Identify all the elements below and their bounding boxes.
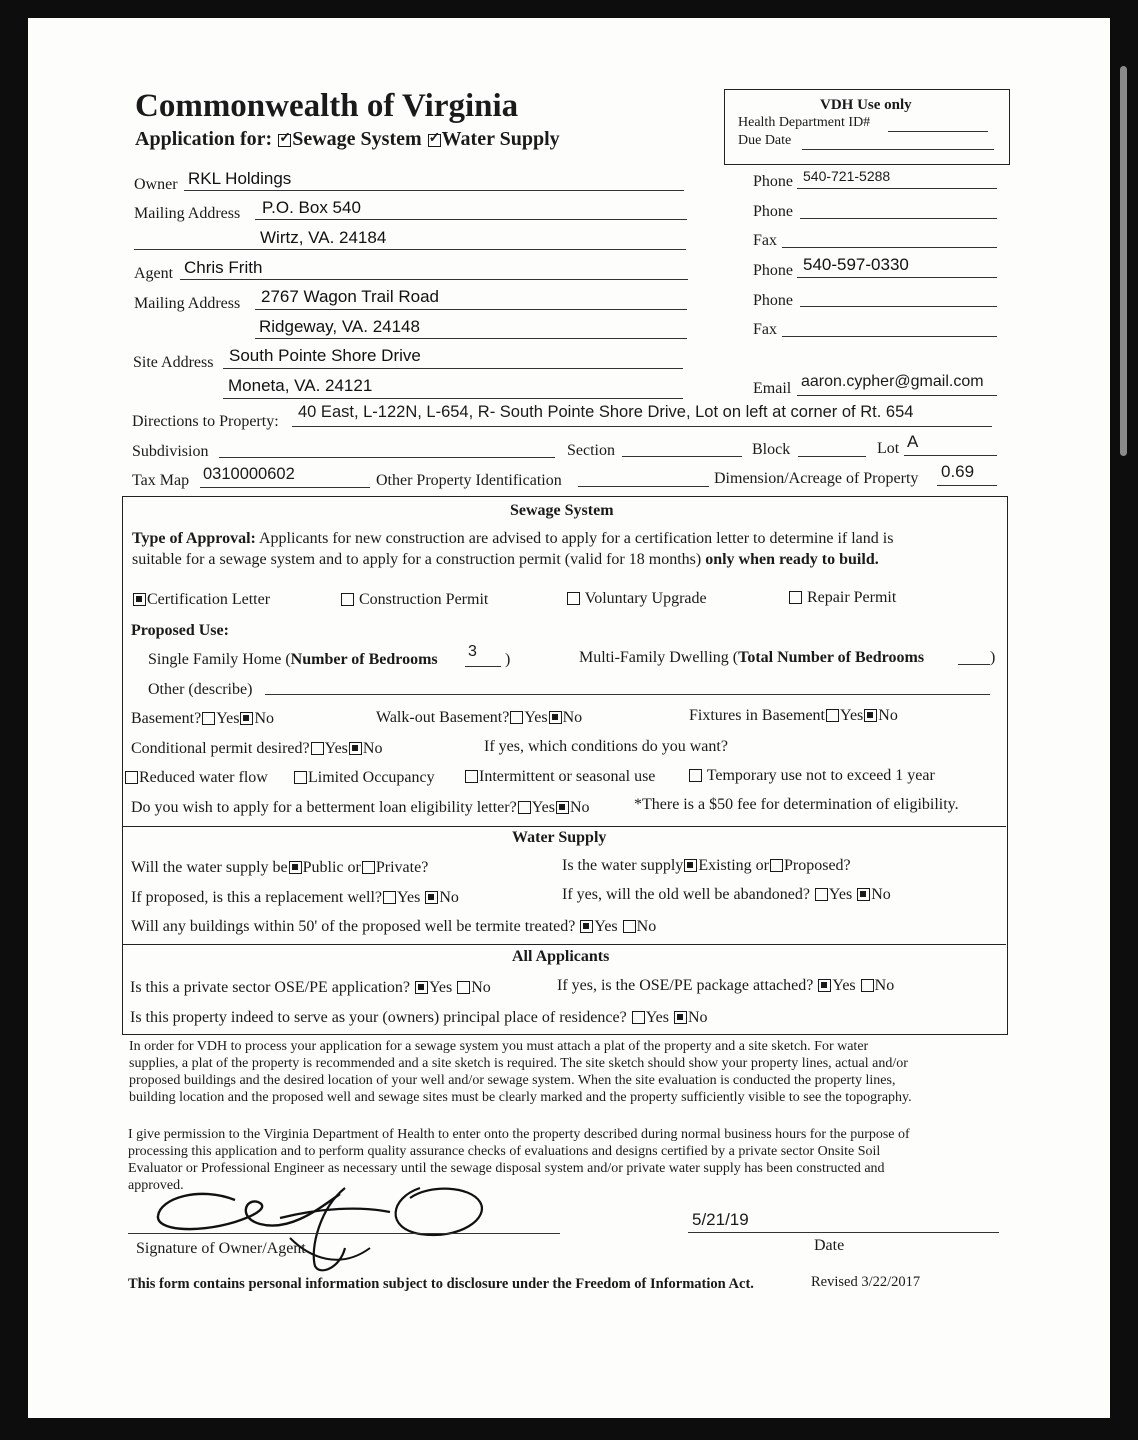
email-line (797, 395, 997, 396)
approval-text2b: only when ready to build. (705, 551, 879, 568)
agent-phone2-line (800, 306, 997, 307)
bedrooms-close: ) (505, 651, 511, 668)
proposed-label: Proposed? (783, 857, 851, 874)
residence-no-label: No (687, 1009, 708, 1026)
conditional-yes-label: Yes (324, 740, 348, 757)
agent-label: Agent (134, 265, 174, 282)
conditional-no-label: No (362, 740, 383, 757)
notes-p2-line: I give permission to the Virginia Department of Health to enter onto the property described during normal business hours for the purpose of (128, 1127, 910, 1142)
conditional-no-checkbox[interactable] (349, 742, 362, 755)
tax-map-value[interactable]: 0310000602 (203, 465, 295, 483)
foia-notice: This form contains personal information subject to disclosure under the Freedom of Information Act. (128, 1276, 754, 1292)
public-label: Public or (302, 859, 361, 876)
vdh-title: VDH Use only (820, 97, 912, 113)
lot-label: Lot (877, 440, 900, 457)
acreage-line (937, 485, 997, 486)
walkout-no-label: No (562, 709, 583, 726)
abandoned-no-label: No (871, 886, 891, 903)
due-date-label: Due Date (738, 133, 792, 148)
replacement-yes-label: Yes (397, 889, 421, 906)
replacement-no-checkbox[interactable] (425, 891, 438, 904)
fixtures-yes-checkbox[interactable] (826, 709, 839, 722)
num-bedrooms-label: Number of Bedrooms (290, 651, 438, 668)
scrollbar[interactable] (1120, 66, 1127, 456)
intermittent-checkbox[interactable] (465, 770, 478, 783)
block-label: Block (752, 441, 791, 458)
notes-paragraph-1 (129, 1038, 912, 1106)
abandoned-yes-label: Yes (828, 886, 853, 903)
basement-yes-label: Yes (216, 710, 240, 727)
water-divider (122, 826, 1006, 827)
application-for-line (135, 128, 560, 151)
proposed-checkbox[interactable] (770, 859, 783, 872)
owner-address2-line (134, 249, 686, 250)
opt-voluntary[interactable] (566, 590, 707, 608)
public-checkbox[interactable] (289, 861, 302, 874)
package-no-checkbox[interactable] (861, 979, 874, 992)
health-dept-id-label: Health Department ID# (738, 115, 871, 130)
water-q4 (562, 886, 891, 904)
voluntary-checkbox[interactable] (567, 592, 580, 605)
reduced-label: Reduced water flow (139, 769, 268, 786)
basement-label: Basement? (131, 710, 202, 727)
approval-bold: Type of Approval: (132, 530, 256, 547)
directions-label: Directions to Property: (132, 413, 279, 430)
single-family-label: Single Family Home ( (148, 651, 291, 668)
construction-checkbox[interactable] (341, 593, 354, 606)
owner-phone2-line (800, 218, 997, 219)
fixtures-row (689, 707, 898, 725)
walkout-no-checkbox[interactable] (549, 711, 562, 724)
conditional-label: Conditional permit desired? (131, 740, 310, 757)
approval-text2a: suitable for a sewage system and to apply for a construction permit (valid for 18 months) (132, 551, 702, 568)
tax-map-label: Tax Map (132, 472, 190, 489)
water-q3-label: If proposed, is this a replacement well? (131, 889, 383, 906)
fixtures-label: Fixtures in Basement (689, 707, 825, 724)
application-for-label: Application for: (135, 128, 273, 150)
all-q1-label: Is this a private sector OSE/PE application? (130, 979, 410, 996)
owner-line (184, 190, 684, 191)
basement-row (131, 710, 274, 728)
site-address-label: Site Address (133, 354, 214, 371)
temporary-label: Temporary use not to exceed 1 year (706, 767, 935, 784)
betterment-no-label: No (569, 799, 590, 816)
replacement-no-label: No (439, 889, 459, 906)
package-no-label: No (874, 977, 895, 994)
tax-map-line (200, 487, 370, 488)
termite-yes-label: Yes (594, 918, 618, 935)
residence-no-checkbox[interactable] (674, 1011, 687, 1024)
intermittent-label: Intermittent or seasonal use (479, 768, 656, 785)
conditional-row (131, 740, 382, 758)
water-q1-label: Will the water supply be (131, 859, 288, 876)
owner-phone-label: Phone (753, 173, 793, 190)
agent-phone1[interactable]: 540-597-0330 (803, 255, 909, 274)
conditional-yes-checkbox[interactable] (311, 742, 324, 755)
notes-p2-line: approved. (128, 1178, 184, 1193)
limited-label: Limited Occupancy (308, 769, 435, 786)
form-title: Commonwealth of Virginia (135, 88, 519, 124)
notes-p2-line: processing this application and to perform quality assurance checks of evaluations and designs certified by a private sector Onsite Soil (128, 1144, 881, 1159)
limited-option[interactable] (293, 769, 435, 787)
owner-value[interactable]: RKL Holdings (188, 169, 292, 188)
sewage-heading: Sewage System (510, 502, 614, 519)
reduced-checkbox[interactable] (125, 771, 138, 784)
total-bedrooms-close: ) (990, 649, 996, 666)
abandoned-no-checkbox[interactable] (857, 888, 870, 901)
multi-family-label: Multi-Family Dwelling ( (579, 649, 739, 666)
cert-checkbox[interactable] (133, 593, 146, 606)
water-heading: Water Supply (512, 829, 607, 846)
owner-address2[interactable]: Wirtz, VA. 24184 (260, 228, 387, 247)
agent-line (180, 279, 688, 280)
walkout-row (376, 709, 582, 727)
signature-label: Signature of Owner/Agent (136, 1240, 306, 1257)
basement-no-checkbox[interactable] (240, 712, 253, 725)
section-label: Section (567, 442, 615, 459)
all-q2-label: If yes, is the OSE/PE package attached? (557, 977, 814, 994)
all-heading: All Applicants (512, 948, 610, 965)
residence-yes-label: Yes (645, 1009, 669, 1026)
owner-phone1[interactable]: 540-721-5288 (803, 168, 891, 184)
notes-p2-line: Evaluator or Professional Engineer as necessary until the sewage disposal system and/or private water supply has been constructed and (128, 1161, 885, 1176)
water-q5 (131, 918, 656, 936)
termite-no-checkbox[interactable] (623, 920, 636, 933)
ose-no-checkbox[interactable] (457, 981, 470, 994)
single-family-line (148, 651, 438, 669)
acreage-value[interactable]: 0.69 (941, 462, 975, 481)
email-value[interactable]: aaron.cypher@gmail.com (801, 373, 984, 390)
notes-p1-line: supplies, a plat of the property is recommended and a site sketch is required. The site sketch should show your property lines, actual and/or (129, 1056, 908, 1071)
other-id-label: Other Property Identification (376, 472, 562, 489)
replacement-yes-checkbox[interactable] (383, 891, 396, 904)
all-q3 (130, 1009, 708, 1027)
total-bedrooms-label: Total Number of Bedrooms (738, 649, 925, 666)
notes-p1-line: proposed buildings and the desired location of your well and/or sewage system. When the site evaluation is conducted the property lines, (129, 1073, 896, 1088)
owner-phone1-line (797, 188, 997, 189)
betterment-row (131, 799, 590, 817)
opt-repair[interactable] (788, 589, 896, 607)
water-q1 (131, 859, 428, 877)
site-address2-line (223, 398, 683, 399)
water-q5-label: Will any buildings within 50' of the proposed well be termite treated? (131, 918, 576, 935)
owner-mailing-label: Mailing Address (134, 205, 241, 222)
notes-p1-line: building location and the proposed well and sewage sites must be clearly marked and the property sufficiently visible to see the topography. (129, 1090, 912, 1105)
conditions-question: If yes, which conditions do you want? (484, 738, 728, 755)
sewage-system-checkbox[interactable] (278, 134, 291, 147)
agent-mailing-label: Mailing Address (134, 295, 241, 312)
walkout-label: Walk-out Basement? (376, 709, 510, 726)
sewage-system-label: Sewage System (292, 128, 422, 150)
owner-address1[interactable]: P.O. Box 540 (262, 198, 361, 217)
private-label: Private? (375, 859, 429, 876)
fee-note: *There is a $50 fee for determination of eligibility. (634, 796, 959, 813)
agent-fax-label: Fax (753, 321, 777, 338)
ose-no-label: No (471, 979, 491, 996)
ose-yes-checkbox[interactable] (415, 981, 428, 994)
signature-scribble (140, 1178, 500, 1278)
package-yes-checkbox[interactable] (818, 979, 831, 992)
existing-label: Existing or (698, 857, 769, 874)
section-line (622, 456, 742, 457)
site-address1[interactable]: South Pointe Shore Drive (229, 346, 421, 365)
agent-address2[interactable]: Ridgeway, VA. 24148 (259, 317, 420, 336)
agent-address1[interactable]: 2767 Wagon Trail Road (261, 287, 439, 306)
temporary-checkbox[interactable] (689, 769, 702, 782)
agent-phone2-label: Phone (753, 292, 793, 309)
package-yes-label: Yes (832, 977, 856, 994)
owner-address1-line (255, 219, 687, 220)
water-supply-checkbox[interactable] (428, 134, 441, 147)
water-q2 (562, 857, 851, 875)
intermittent-option[interactable] (464, 768, 655, 786)
subdivision-line (219, 457, 555, 458)
due-date-line (802, 149, 994, 150)
basement-yes-checkbox[interactable] (202, 712, 215, 725)
owner-fax-label: Fax (753, 232, 777, 249)
revised-date: Revised 3/22/2017 (811, 1274, 921, 1290)
water-q2-label: Is the water supply (562, 857, 684, 874)
date-value[interactable]: 5/21/19 (692, 1210, 749, 1229)
limited-checkbox[interactable] (294, 771, 307, 784)
reduced-option[interactable] (124, 769, 268, 787)
owner-label: Owner (134, 176, 178, 193)
bedrooms-line (465, 666, 501, 667)
agent-phone-label: Phone (753, 262, 793, 279)
all-q3-label: Is this property indeed to serve as your (owners) principal place of residence? (130, 1009, 627, 1026)
agent-fax-line (782, 336, 997, 337)
directions-line (292, 426, 992, 427)
existing-checkbox[interactable] (684, 859, 697, 872)
other-describe-line (265, 694, 990, 695)
agent-address1-line (255, 309, 687, 310)
cert-label: Certification Letter (147, 591, 271, 608)
termite-yes-checkbox[interactable] (580, 920, 593, 933)
multi-family-line (579, 649, 924, 667)
water-supply-label: Water Supply (441, 128, 560, 150)
block-line (798, 456, 866, 457)
approval-line2 (132, 551, 879, 569)
repair-label: Repair Permit (807, 589, 897, 606)
betterment-label: Do you wish to apply for a betterment loan eligibility letter? (131, 799, 517, 816)
fixtures-no-label: No (878, 707, 898, 724)
date-label: Date (814, 1237, 845, 1254)
voluntary-label: Voluntary Upgrade (584, 590, 707, 607)
fixtures-yes-label: Yes (839, 707, 864, 724)
site-address2[interactable]: Moneta, VA. 24121 (228, 376, 373, 395)
notes-p1-line: In order for VDH to process your application for a sewage system you must attach a plat of the property and a site sketch. For water (129, 1039, 869, 1054)
proposed-use-label: Proposed Use: (131, 622, 229, 639)
fixtures-no-checkbox[interactable] (864, 709, 877, 722)
basement-no-label: No (254, 710, 275, 727)
all-divider (122, 944, 1006, 945)
site-address1-line (223, 368, 683, 369)
residence-yes-checkbox[interactable] (632, 1011, 645, 1024)
other-id-line (578, 486, 709, 487)
ose-yes-label: Yes (428, 979, 453, 996)
water-q3 (131, 889, 459, 907)
bedrooms-value[interactable]: 3 (468, 643, 477, 660)
agent-phone1-line (797, 277, 997, 278)
temporary-option[interactable] (688, 767, 935, 785)
signature-line (128, 1233, 560, 1234)
owner-phone2-label: Phone (753, 203, 793, 220)
construction-label: Construction Permit (359, 591, 489, 608)
repair-checkbox[interactable] (789, 591, 802, 604)
opt-cert[interactable] (132, 591, 270, 609)
owner-fax-line (782, 247, 997, 248)
total-bedrooms-line (958, 664, 990, 665)
directions-value[interactable]: 40 East, L-122N, L-654, R- South Pointe Shore Drive, Lot on left at corner of Rt. 654 (298, 403, 914, 421)
email-label: Email (753, 380, 792, 397)
agent-address2-line (255, 338, 687, 339)
approval-text1: Applicants for new construction are advised to apply for a certification letter to determine if land is (259, 530, 894, 547)
betterment-no-checkbox[interactable] (556, 801, 569, 814)
betterment-yes-label: Yes (531, 799, 555, 816)
other-describe-label: Other (describe) (148, 681, 253, 698)
agent-value[interactable]: Chris Frith (184, 258, 263, 277)
termite-no-label: No (636, 918, 657, 935)
lot-value[interactable]: A (907, 432, 919, 451)
private-checkbox[interactable] (362, 861, 375, 874)
walkout-yes-checkbox[interactable] (510, 711, 523, 724)
abandoned-yes-checkbox[interactable] (815, 888, 828, 901)
health-dept-id-line (888, 131, 988, 132)
all-q2 (557, 977, 894, 995)
approval-line1 (132, 530, 893, 548)
all-q1 (130, 979, 491, 997)
acreage-label: Dimension/Acreage of Property (714, 470, 919, 487)
date-line (688, 1232, 999, 1233)
walkout-yes-label: Yes (524, 709, 548, 726)
lot-line (904, 455, 997, 456)
water-q4-label: If yes, will the old well be abandoned? (562, 886, 810, 903)
opt-construction[interactable] (340, 591, 488, 609)
subdivision-label: Subdivision (132, 443, 209, 460)
betterment-yes-checkbox[interactable] (518, 801, 531, 814)
